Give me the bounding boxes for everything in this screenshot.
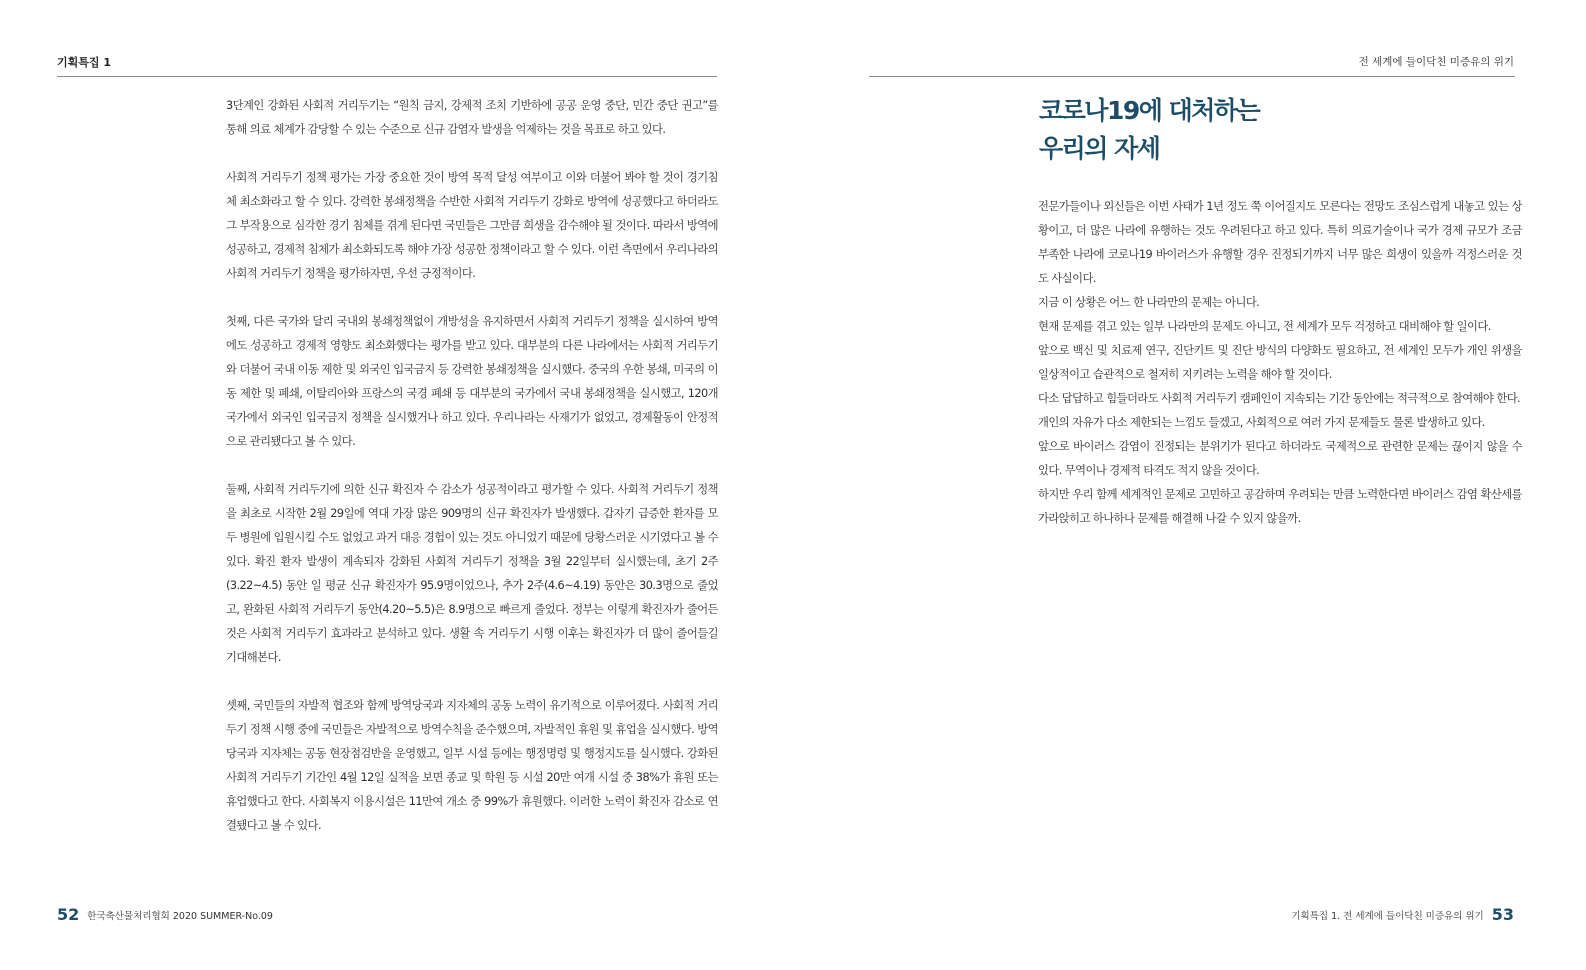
title-line: 우리의 자세 <box>1039 134 1160 163</box>
paragraph: 사회적 거리두기 정책 평가는 가장 중요한 것이 방역 목적 달성 여부이고 이와 더불어 봐야 할 것이 경기침체 최소화라고 할 수 있다. 강력한 봉쇄정책을 수반한 사회적 거리두기 강화로 방역에 성공했다고 하더라도 그 부작용으로 심각한 경기 침체를 겪게 된다면 국민들은 그만큼 희생을 감수해야 될 것이다. 따라서 방역에 성공하고, 경제적 침체가 최소화되도록 해야 가장 성공한 정책이라고 할 수 있다. 이런 측면에서 우리나라의 사회적 거리두기 정책을 평가하자면, 우선 긍정적이다. <box>226 171 718 280</box>
paragraph: 지금 이 상황은 어느 한 나라만의 문제는 아니다. <box>1038 296 1260 309</box>
paragraph: 하지만 우리 함께 세계적인 문제로 고민하고 공감하며 우려되는 만큼 노력한다면 바이러스 감염 확산세를 가라앉히고 하나하나 문제를 해결해 나갈 수 있지 않을까. <box>1038 488 1522 525</box>
right-page <box>793 0 1586 970</box>
article-body-right <box>1038 195 1522 531</box>
paragraph: 셋째, 국민들의 자발적 협조와 함께 방역당국과 지자체의 공동 노력이 유기적으로 이루어졌다. 사회적 거리두기 정책 시행 중에 국민들은 자발적으로 방역수칙을 준수했으며, 자발적인 휴원 및 휴업을 실시했다. 방역당국과 지자체는 공동 현장점검반을 운영했고, 일부 시설 등에는 행정명령 및 행정지도를 실시했다. 강화된 사회적 거리두기 기간인 4월 12일 실적을 보면 종교 및 학원 등 시설 20만 여개 시설 중 38%가 휴원 또는 휴업했다고 한다. 사회복지 이용시설은 11만여 개소 중 99%가 휴원했다. 이러한 노력이 확진자 감소로 연결됐다고 볼 수 있다. <box>226 699 718 832</box>
paragraph: 전문가들이나 외신들은 이번 사태가 1년 정도 쭉 이어질지도 모른다는 전망도 조심스럽게 내놓고 있는 상황이고, 더 많은 나라에 유행하는 것도 우려된다고 하고 있다. 특히 의료기술이나 국가 경제 규모가 조금 부족한 나라에 코로나19 바이러스가 유행할 경우 진정되기까지 너무 많은 희생이 있을까 걱정스러운 것도 사실이다. <box>1038 200 1522 285</box>
publication-label: 한국축산물처리협회 2020 SUMMER-No.09 <box>87 910 273 922</box>
page-footer <box>1291 904 1514 924</box>
section-header: 기획특집 1 <box>57 56 111 69</box>
section-footer-label: 기획특집 1. 전 세계에 들이닥친 미증유의 위기 <box>1291 910 1484 922</box>
header-rule <box>869 76 1515 77</box>
paragraph: 다소 답답하고 힘들더라도 사회적 거리두기 캠페인이 지속되는 기간 동안에는 적극적으로 참여해야 한다. <box>1038 392 1521 405</box>
article-body-left <box>226 94 718 862</box>
paragraph: 둘째, 사회적 거리두기에 의한 신규 확진자 수 감소가 성공적이라고 평가할 수 있다. 사회적 거리두기 정책을 최초로 시작한 2월 29일에 역대 가장 많은 909명의 신규 확진자가 발생했다. 갑자기 급증한 환자를 모두 병원에 입원시킬 수도 없었고 과거 대응 경험이 있는 것도 아니었기 때문에 당황스러운 시기였다고 볼 수 있다. 확진 환자 발생이 계속되자 강화된 사회적 거리두기 정책을 3월 22일부터 실시했는데, 초기 2주(3.22~4.5) 동안 일 평균 신규 확진자가 95.9명이었으나, 추가 2주(4.6~4.19) 동안은 30.3명으로 줄었고, 완화된 사회적 거리두기 동안(4.20~5.5)은 8.9명으로 빠르게 줄었다. 정부는 이렇게 확진자가 줄어든 것은 사회적 거리두기 효과라고 분석하고 있다. 생활 속 거리두기 시행 이후는 확진자가 더 많이 줄어들길 기대해본다. <box>226 483 718 664</box>
paragraph: 앞으로 백신 및 치료제 연구, 진단키트 및 진단 방식의 다양화도 필요하고, 전 세계인 모두가 개인 위생을 일상적이고 습관적으로 철저히 지키려는 노력을 해야 할 것이다. <box>1038 344 1522 381</box>
header-rule <box>57 76 717 77</box>
title-line: 코로나19에 대처하는 <box>1039 96 1260 125</box>
paragraph: 첫째, 다른 국가와 달리 국내외 봉쇄정책없이 개방성을 유지하면서 사회적 거리두기 정책을 실시하여 방역에도 성공하고 경제적 영향도 최소화했다는 평가를 받고 있다. 대부분의 다른 나라에서는 사회적 거리두기와 더불어 국내 이동 제한 및 외국인 입국금지 등 강력한 봉쇄정책을 실시했다. 중국의 우한 봉쇄, 미국의 이동 제한 및 폐쇄, 이탈리아와 프랑스의 국경 폐쇄 등 대부분의 국가에서 국내 봉쇄정책을 실시했고, 120개 국가에서 외국인 입국금지 정책을 실시했거나 하고 있다. 우리나라는 사재기가 없었고, 경제활동이 안정적으로 관리됐다고 볼 수 있다. <box>226 315 718 448</box>
paragraph: 앞으로 바이러스 감염이 진정되는 분위기가 된다고 하더라도 국제적으로 관련한 문제는 끊이지 않을 수 있다. 무역이나 경제적 타격도 적지 않을 것이다. <box>1038 440 1522 477</box>
paragraph: 현재 문제를 겪고 있는 일부 나라만의 문제도 아니고, 전 세계가 모두 걱정하고 대비해야 할 일이다. <box>1038 320 1491 333</box>
article-title <box>1039 92 1259 168</box>
paragraph: 개인의 자유가 다소 제한되는 느낌도 들겠고, 사회적으로 여러 가지 문제들도 물론 발생하고 있다. <box>1038 416 1485 429</box>
section-header: 전 세계에 들이닥친 미증유의 위기 <box>1358 56 1514 68</box>
page-number: 52 <box>57 905 80 924</box>
page-footer <box>57 904 273 924</box>
paragraph: 3단계인 강화된 사회적 거리두기는 “원칙 금지, 강제적 조치 기반하에 공공 운영 중단, 민간 중단 권고”를 통해 의료 체계가 감당할 수 있는 수준으로 신규 감염자 발생을 억제하는 것을 목표로 하고 있다. <box>226 99 718 136</box>
page-number: 53 <box>1491 905 1514 924</box>
